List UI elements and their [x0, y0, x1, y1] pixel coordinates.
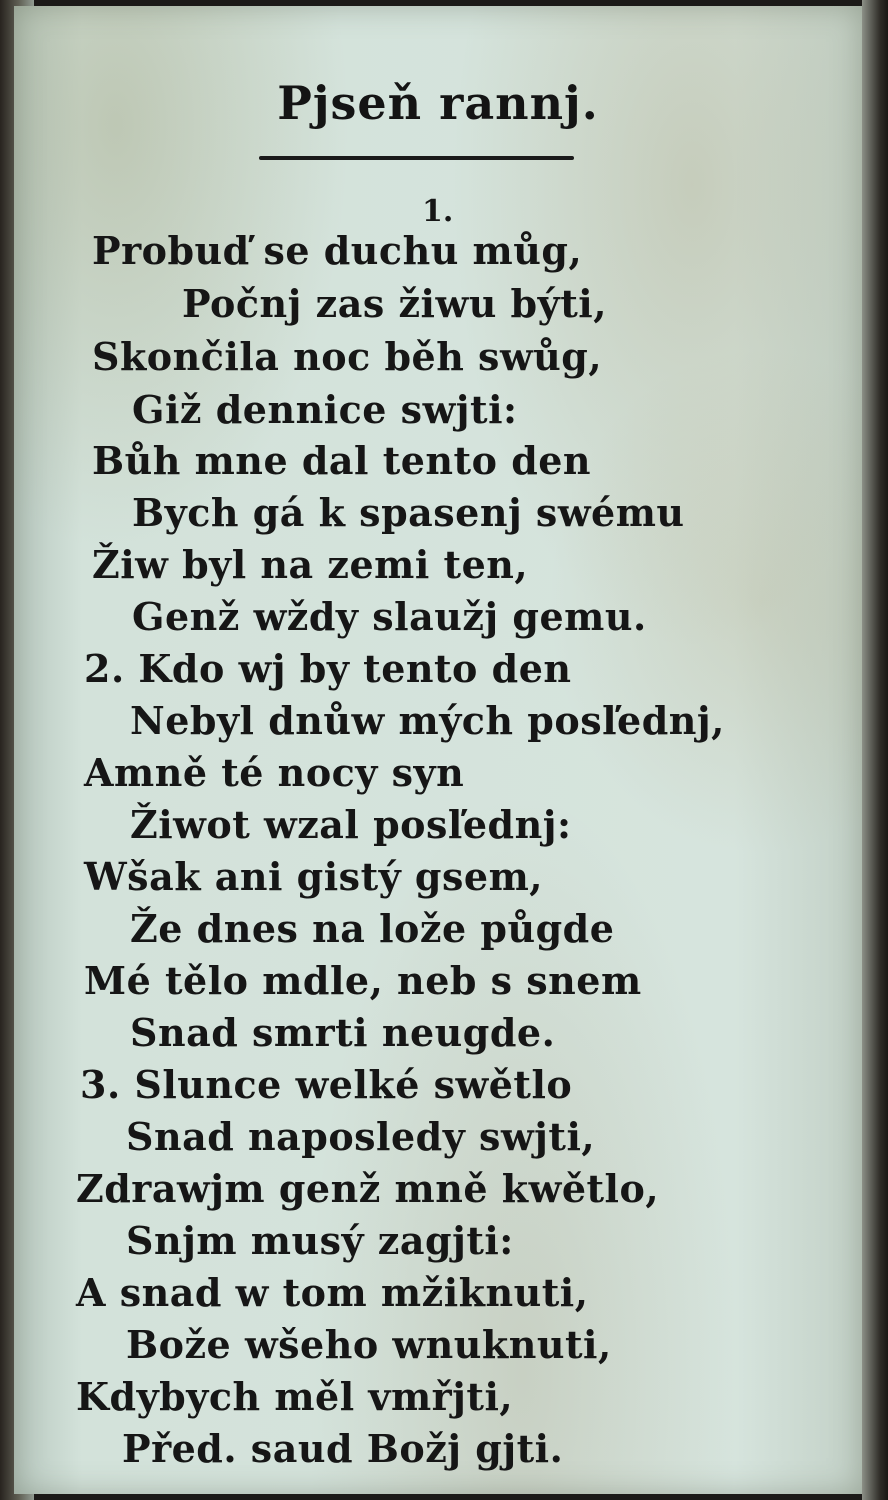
verse-line: Nebyl dnůw mých posľednj, — [130, 698, 725, 743]
book-page — [14, 6, 862, 1494]
verse-line: Amně té nocy syn — [84, 750, 465, 795]
verse-line: Žiwot wzal posľednj: — [130, 802, 572, 847]
verse-line: Zdrawjm genž mně kwětlo, — [76, 1166, 660, 1211]
verse-line: 3. Slunce welké swětlo — [80, 1062, 573, 1107]
verse-line: Kdybych měl vmřjti, — [76, 1374, 514, 1419]
verse-line: Skončila noc běh swůg, — [92, 334, 603, 379]
verse-line: Počnj zas žiwu býti, — [182, 281, 607, 326]
verse-line: A snad w tom mžiknuti, — [76, 1270, 589, 1315]
title-rule — [259, 156, 574, 160]
verse-line: Mé tělo mdle, neb s snem — [84, 958, 642, 1003]
verse-line: Že dnes na lože půgde — [130, 906, 615, 951]
verse-line: Genž wždy slaužj gemu. — [132, 594, 647, 639]
verse-line: Bůh mne dal tento den — [92, 438, 592, 483]
verse-line: Probuď se duchu můg, — [92, 228, 583, 273]
verse-line: Bych gá k spasenj swému — [132, 490, 685, 535]
verse-line: Bože wšeho wnuknuti, — [126, 1322, 612, 1367]
verse-line: 2. Kdo wj by tento den — [84, 646, 572, 691]
verse-line: Snad smrti neugde. — [130, 1010, 556, 1055]
verse-line: Snad naposledy swjti, — [126, 1114, 596, 1159]
verse-line: Žiw byl na zemi ten, — [92, 542, 529, 587]
verse-line: Giž dennice swjti: — [132, 387, 518, 432]
stanza-number: 1. — [422, 194, 454, 229]
page-title: Pjseň rannj. — [277, 76, 599, 130]
verse-line: Snjm musý zagjti: — [126, 1218, 514, 1263]
verse-line: Před. saud Božj gjti. — [122, 1426, 564, 1471]
verse-line: Wšak ani gistý gsem, — [84, 854, 544, 899]
book-right-edge — [862, 0, 888, 1500]
